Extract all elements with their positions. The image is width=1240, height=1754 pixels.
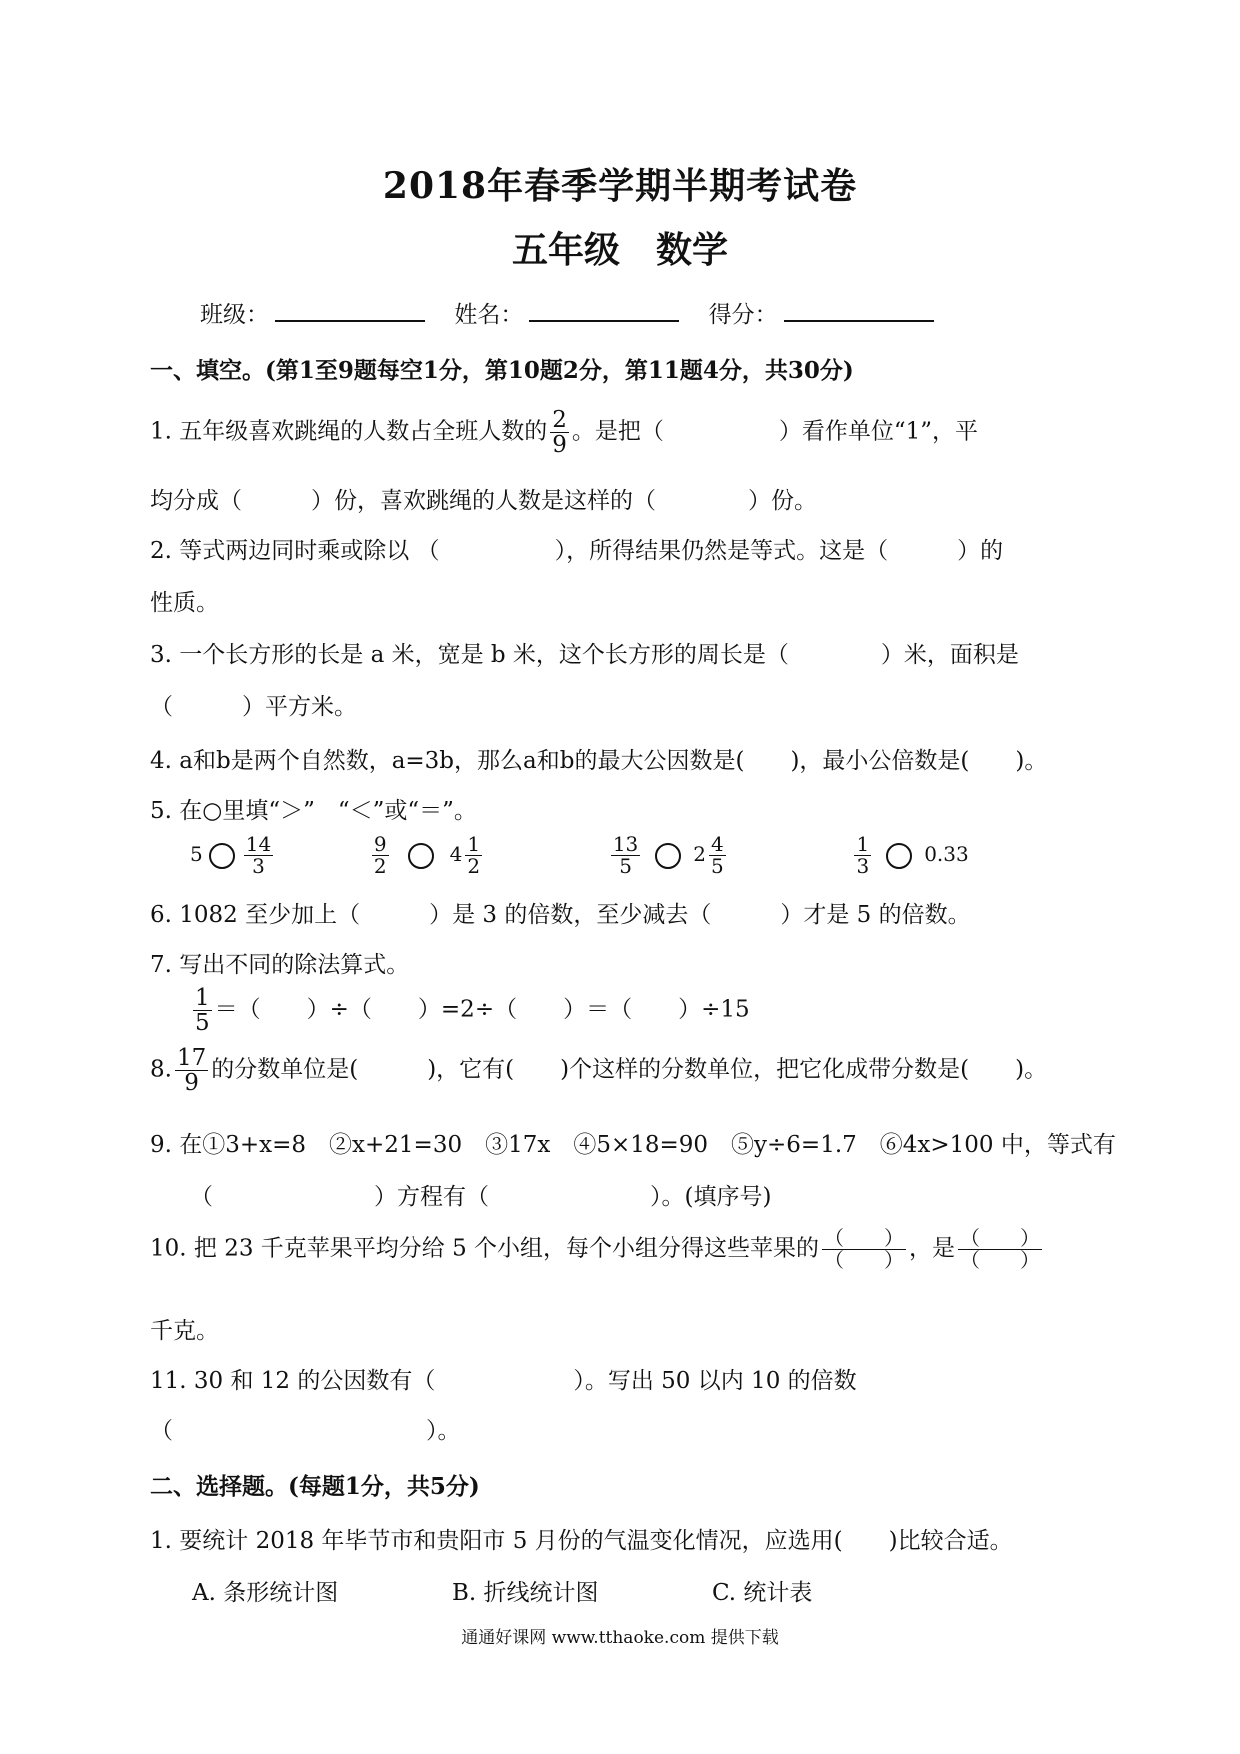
q1-text-post: 。是把（ ）看作单位“1”，平 <box>571 418 979 445</box>
q5d-value: 0.33 <box>924 842 969 866</box>
q3-line2: （ ）平方米。 <box>150 694 357 720</box>
q2-line1: 2. 等式两边同时乘或除以 （ ），所得结果仍然是等式。这是（ ）的 <box>150 538 1004 564</box>
q5b-circle[interactable] <box>408 843 434 869</box>
name-label: 姓名： <box>454 302 524 328</box>
section-1-heading: 一、填空。(第1至9题每空1分，第10题2分，第11题4分，共30分) <box>150 357 854 384</box>
student-info-row <box>200 296 956 329</box>
name-blank[interactable] <box>529 298 679 322</box>
q4-line: 4. a和b是两个自然数，a=3b，那么a和b的最大公因数是( )，最小公倍数是( )。 <box>150 748 1048 774</box>
section-2-heading: 二、选择题。(每题1分，共5分) <box>150 1473 480 1500</box>
q8-number: 8. <box>150 1056 172 1083</box>
q7-expr-text: ＝（ ）÷（ ）=2÷（ ）＝（ ）÷15 <box>214 996 750 1023</box>
q5-item-c <box>608 832 735 878</box>
q8-frac-num: 17 <box>176 1045 207 1071</box>
q1-fraction <box>550 408 569 457</box>
q11-line1: 11. 30 和 12 的公因数有（ ）。写出 50 以内 10 的倍数 <box>150 1368 857 1394</box>
q5b-num: 9 <box>373 832 387 856</box>
q10-line1 <box>150 1228 1045 1271</box>
q10-mid-text: ，是 <box>909 1235 956 1262</box>
q7-frac-den: 5 <box>195 1010 210 1037</box>
q10-fraction-2 <box>958 1228 1042 1271</box>
q5a-frac <box>244 834 273 877</box>
q5c-num2: 4 <box>711 832 724 856</box>
q10-text: 10. 把 23 千克苹果平均分给 5 个小组，每个小组分得这些苹果的 <box>150 1235 820 1262</box>
q9-line2: （ ）方程有（ ）。(填序号) <box>190 1184 772 1210</box>
q5b-frac <box>372 834 389 877</box>
q7-frac-num: 1 <box>195 985 210 1011</box>
q9-line1: 9. 在①3+x=8 ②x+21=30 ③17x ④5×18=90 ⑤y÷6=1.7 ⑥4x>100 中，等式有 <box>150 1132 1116 1158</box>
q6-line: 6. 1082 至少加上（ ）是 3 的倍数，至少减去（ ）才是 5 的倍数。 <box>150 902 971 928</box>
q5b-den2: 2 <box>467 854 481 878</box>
s2-q1-line: 1. 要统计 2018 年毕节市和贵阳市 5 月份的气温变化情况，应选用( )比较合适。 <box>150 1528 1013 1554</box>
q8-line <box>150 1046 1047 1095</box>
q5a-int: 5 <box>190 842 203 866</box>
s2-q1-options <box>192 1574 972 1607</box>
q5-comparisons <box>190 834 969 877</box>
q5c-num: 13 <box>612 832 639 856</box>
q5b-den: 2 <box>373 854 387 878</box>
q3-line1: 3. 一个长方形的长是 a 米，宽是 b 米，这个长方形的周长是（ ）米，面积是 <box>150 642 1019 668</box>
q11-line2: （ ）。 <box>150 1418 461 1444</box>
q5c-int: 2 <box>693 842 707 866</box>
q7-expression <box>190 986 750 1035</box>
q7-line: 7. 写出不同的除法算式。 <box>150 952 410 978</box>
q1-frac-den: 9 <box>552 432 567 459</box>
footer-credit: 通通好课网 www.tthaoke.com 提供下载 <box>461 1628 779 1648</box>
q5c-circle[interactable] <box>655 843 681 869</box>
q5d-den: 3 <box>856 854 870 878</box>
class-label: 班级： <box>200 302 269 328</box>
q8-fraction <box>175 1046 208 1095</box>
q10-f2-den: （ ） <box>960 1248 1041 1272</box>
q5-line: 5. 在○里填“＞” “＜”或“＝”。 <box>150 798 477 824</box>
q5a-num: 14 <box>245 832 272 856</box>
q5-item-a <box>190 832 283 878</box>
q5c-den2: 5 <box>711 854 724 878</box>
q5b-num2: 1 <box>467 832 481 856</box>
q10-line2: 千克。 <box>150 1318 219 1344</box>
q5c-frac2 <box>709 834 726 877</box>
q5a-circle[interactable] <box>209 843 235 869</box>
q2-line2: 性质。 <box>150 590 219 616</box>
score-label: 得分： <box>708 302 778 328</box>
q1-line1 <box>150 408 978 457</box>
exam-title: 2018年春季学期半期考试卷 <box>382 165 858 207</box>
q10-f1-num: （ ） <box>824 1226 905 1250</box>
q5d-circle[interactable] <box>886 843 912 869</box>
q5d-frac <box>854 834 871 877</box>
q5c-frac <box>611 834 640 877</box>
q5c-den: 5 <box>619 854 632 878</box>
q10-f2-num: （ ） <box>960 1226 1041 1250</box>
q8-text: 的分数单位是( )，它有( )个这样的分数单位，把它化成带分数是( )。 <box>211 1056 1048 1083</box>
q5b-int: 4 <box>449 842 463 866</box>
q5-item-d <box>851 832 969 878</box>
class-blank[interactable] <box>275 298 425 322</box>
q10-fraction-1 <box>822 1228 906 1271</box>
exam-subtitle: 五年级 数学 <box>511 229 728 271</box>
q5b-frac2 <box>465 834 482 877</box>
q5d-num: 1 <box>856 832 870 856</box>
option-a[interactable]: A. 条形统计图 <box>192 1580 339 1606</box>
q5a-den: 3 <box>252 854 265 878</box>
q7-fraction <box>193 986 212 1035</box>
option-b[interactable]: B. 折线统计图 <box>452 1580 599 1606</box>
q8-frac-den: 9 <box>184 1070 199 1097</box>
option-c[interactable]: C. 统计表 <box>712 1580 813 1606</box>
q1-frac-num: 2 <box>552 407 567 433</box>
score-blank[interactable] <box>784 298 934 322</box>
q10-f1-den: （ ） <box>824 1248 905 1272</box>
q1-line2: 均分成（ ）份，喜欢跳绳的人数是这样的（ ）份。 <box>150 488 817 514</box>
q1-text-pre: 1. 五年级喜欢跳绳的人数占全班人数的 <box>150 418 548 445</box>
q5-item-b <box>369 832 492 878</box>
